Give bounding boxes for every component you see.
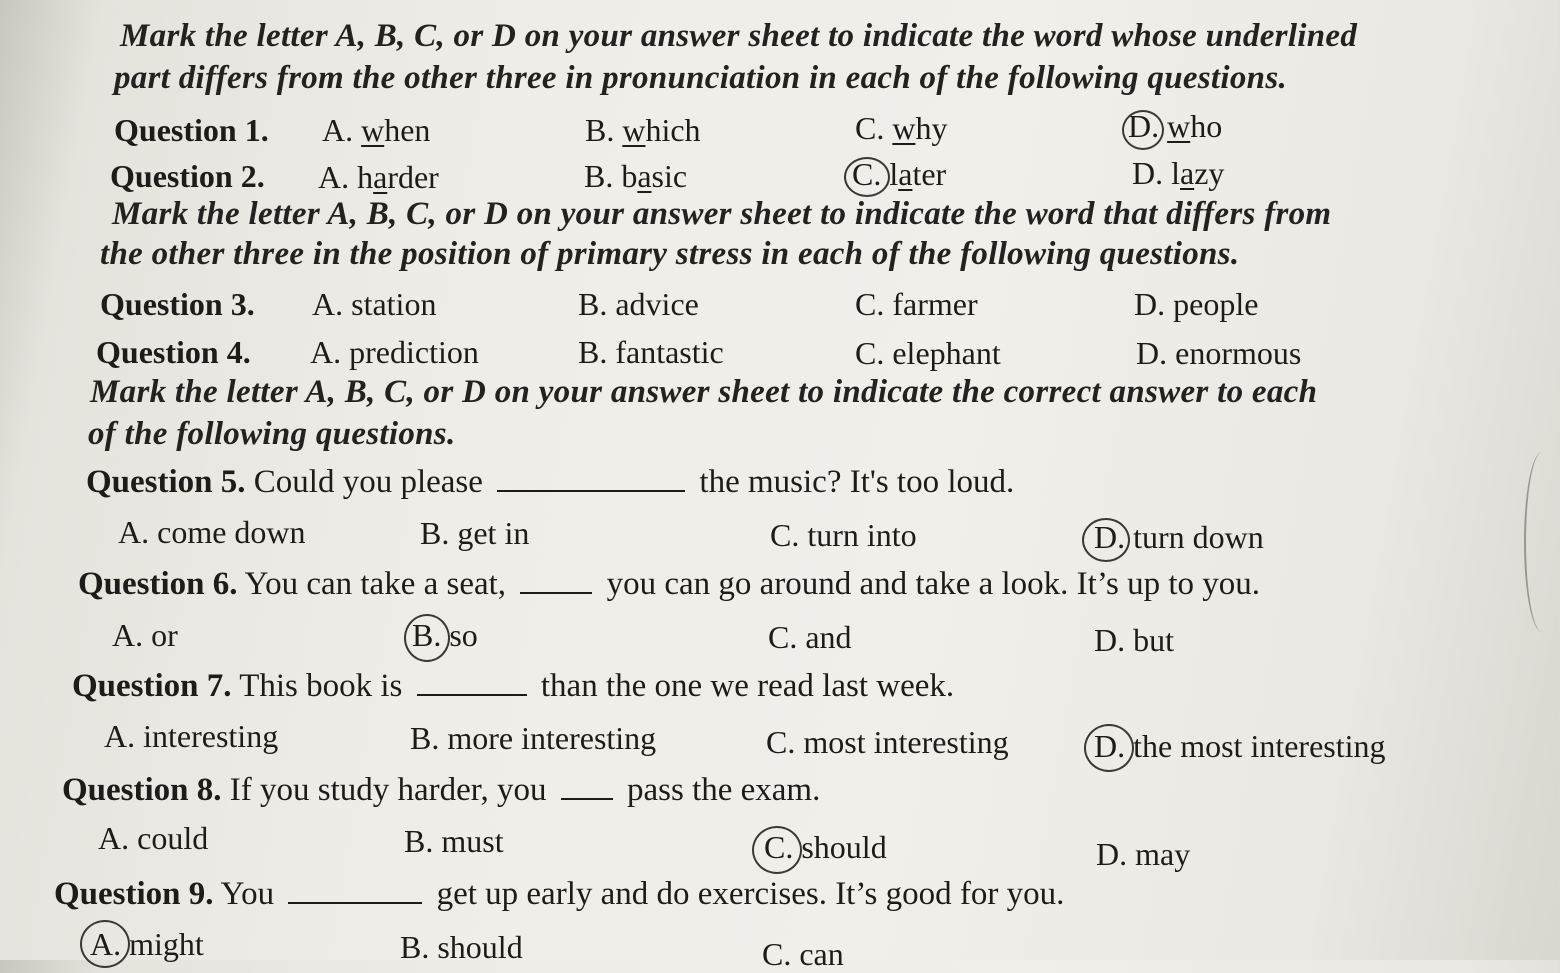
option-letter: C. — [855, 286, 885, 322]
question-3-option-d — [1134, 286, 1258, 323]
option-text: should — [437, 929, 523, 965]
question-8-label: Question 8. — [62, 772, 222, 808]
stem-before-blank: If you study harder, you — [229, 772, 547, 808]
option-text: could — [137, 820, 209, 856]
option-letter: B. — [578, 334, 608, 370]
option-text: might — [129, 926, 204, 962]
question-6-option-d — [1094, 622, 1174, 659]
question-6-stem — [78, 566, 1260, 603]
option-underlined-part: w — [622, 112, 646, 148]
stem-after-blank: the music? It's too loud. — [699, 464, 1015, 500]
option-rest: zy — [1194, 155, 1225, 191]
question-7-option-d — [1094, 728, 1386, 765]
instruction-2-line-1: Mark the letter A, B, C, or D on your answer sheet to indicate the word that differs from — [112, 196, 1332, 232]
instruction-3-line-1: Mark the letter A, B, C, or D on your answer sheet to indicate the correct answer to each — [90, 374, 1318, 410]
option-letter: A. — [118, 514, 150, 550]
option-rest: hy — [915, 110, 948, 146]
question-1-option-d — [1128, 108, 1222, 145]
option-underlined-part: w — [1167, 108, 1191, 144]
option-rest: ho — [1190, 108, 1223, 144]
option-text: must — [441, 823, 504, 859]
question-5-option-a — [118, 514, 306, 551]
question-7-option-c — [766, 724, 1009, 761]
question-3-option-b — [578, 286, 699, 323]
option-letter: B. — [410, 720, 440, 756]
question-2-option-d — [1132, 155, 1224, 192]
option-letter: A. — [98, 820, 130, 856]
option-letter: A. — [310, 334, 342, 370]
option-text: should — [801, 829, 887, 865]
question-6-label: Question 6. — [78, 566, 238, 602]
page-edge-mark — [1524, 452, 1560, 632]
stem-after-blank: than the one we read last week. — [540, 668, 955, 704]
option-letter: D. — [1132, 155, 1164, 191]
stem-after-blank: you can go around and take a look. It’s up to you. — [606, 566, 1261, 602]
question-7-stem — [72, 668, 954, 705]
option-before-underline: b — [621, 158, 638, 194]
question-3-option-c — [855, 286, 978, 323]
option-letter: D. — [1128, 108, 1160, 144]
option-letter: B. — [585, 112, 615, 148]
option-text: station — [351, 286, 437, 322]
answer-blank — [417, 670, 527, 696]
question-5-option-c — [770, 517, 917, 554]
option-letter: C. — [855, 110, 885, 146]
option-underlined-part: w — [361, 112, 385, 148]
question-5-option-b — [420, 515, 529, 552]
question-2-option-a — [318, 159, 439, 196]
option-text: but — [1133, 622, 1174, 658]
question-8-stem — [62, 772, 820, 809]
option-letter: B. — [420, 515, 450, 551]
option-letter: A. — [112, 617, 144, 653]
question-3-option-a — [312, 286, 436, 323]
stem-before-blank: Could you please — [253, 464, 483, 500]
option-underlined-part: a — [1180, 155, 1195, 191]
option-text: get in — [457, 515, 530, 551]
option-letter: A. — [312, 286, 344, 322]
stem-before-blank: You can take a seat, — [244, 566, 507, 602]
question-4-option-b — [578, 334, 724, 371]
question-2-option-b — [584, 158, 687, 195]
instruction-1-line-1: Mark the letter A, B, C, or D on your answer sheet to indicate the word whose underlined — [120, 18, 1358, 54]
question-5-label: Question 5. — [86, 464, 246, 500]
question-1-option-c — [855, 110, 947, 147]
question-4-label: Question 4. — [96, 334, 251, 370]
question-7-label: Question 7. — [72, 668, 232, 704]
option-letter: C. — [852, 156, 882, 192]
instruction-2-line-2: the other three in the position of primary stress in each of the following questions. — [100, 236, 1240, 272]
option-letter: C. — [768, 619, 798, 655]
question-7-option-a — [104, 718, 278, 755]
option-text: and — [805, 619, 852, 655]
option-text: or — [151, 617, 178, 653]
option-letter: C. — [764, 829, 794, 865]
option-rest: hen — [384, 112, 431, 148]
question-8-option-a — [98, 820, 208, 857]
option-letter: C. — [766, 724, 796, 760]
option-text: turn into — [807, 517, 917, 553]
question-1-label: Question 1. — [114, 112, 269, 148]
option-letter: B. — [578, 286, 608, 322]
option-letter: B. — [412, 617, 442, 653]
question-4-option-c — [855, 335, 1001, 372]
option-letter: B. — [404, 823, 434, 859]
option-underlined-part: a — [898, 156, 913, 192]
question-6-option-a — [112, 617, 178, 654]
question-1-option-b — [585, 112, 701, 149]
option-text: advice — [615, 286, 699, 322]
option-before-underline: h — [357, 159, 374, 195]
option-text: elephant — [892, 335, 1001, 371]
option-text: farmer — [892, 286, 978, 322]
question-5-stem — [86, 464, 1014, 501]
option-letter: C. — [762, 936, 792, 972]
question-7-option-b — [410, 720, 656, 757]
option-text: the most interesting — [1133, 728, 1386, 764]
answer-blank — [288, 878, 422, 904]
question-9-option-c — [762, 936, 844, 973]
option-text: people — [1173, 286, 1259, 322]
question-8-option-c — [764, 829, 887, 866]
option-letter: C. — [770, 517, 800, 553]
option-rest: hich — [645, 112, 701, 148]
question-9-stem — [54, 876, 1064, 913]
question-1-option-a — [322, 112, 430, 149]
option-letter: D. — [1094, 622, 1126, 658]
option-text: turn down — [1133, 519, 1264, 555]
option-text: fantastic — [615, 334, 724, 370]
option-letter: C. — [855, 335, 885, 371]
option-text: may — [1135, 836, 1191, 872]
question-2-option-c — [852, 156, 946, 193]
question-2-label: Question 2. — [110, 158, 265, 194]
option-rest: rder — [387, 159, 439, 195]
question-4-option-d — [1136, 335, 1301, 372]
option-rest: sic — [651, 158, 688, 194]
stem-before-blank: This book is — [239, 668, 403, 704]
option-letter: D. — [1134, 286, 1166, 322]
option-letter: D. — [1136, 335, 1168, 371]
option-text: prediction — [349, 334, 479, 370]
answer-blank — [561, 774, 613, 800]
option-text: can — [799, 936, 844, 972]
option-letter: D. — [1096, 836, 1128, 872]
question-8-option-d — [1096, 836, 1190, 873]
option-text: more interesting — [447, 720, 657, 756]
option-underlined-part: a — [373, 159, 388, 195]
question-4-option-a — [310, 334, 479, 371]
instruction-3-line-2: of the following questions. — [88, 416, 456, 452]
question-9-option-a — [90, 926, 204, 963]
option-letter: A. — [104, 718, 136, 754]
option-letter: D. — [1094, 519, 1126, 555]
option-letter: B. — [584, 158, 614, 194]
question-8-option-b — [404, 823, 504, 860]
option-letter: A. — [90, 926, 122, 962]
option-underlined-part: w — [892, 110, 916, 146]
answer-blank — [497, 466, 685, 492]
stem-after-blank: pass the exam. — [626, 772, 821, 808]
question-9-label: Question 9. — [54, 876, 214, 912]
question-3-label: Question 3. — [100, 286, 255, 322]
instruction-1-line-2: part differs from the other three in pronunciation in each of the following questions. — [114, 60, 1288, 96]
stem-before-blank: You — [220, 876, 275, 912]
option-before-underline: l — [889, 156, 899, 192]
question-9-option-b — [400, 929, 523, 966]
option-text: so — [449, 617, 478, 653]
question-5-option-d — [1094, 519, 1264, 556]
option-before-underline: l — [1171, 155, 1180, 191]
option-letter: B. — [400, 929, 430, 965]
option-text: interesting — [143, 718, 279, 754]
option-letter: A. — [322, 112, 354, 148]
option-text: come down — [157, 514, 306, 550]
option-text: enormous — [1175, 335, 1302, 371]
question-6-option-c — [768, 619, 852, 656]
option-text: most interesting — [803, 724, 1009, 760]
question-6-option-b — [412, 617, 478, 654]
option-underlined-part: a — [637, 158, 652, 194]
stem-after-blank: get up early and do exercises. It’s good for you. — [436, 876, 1065, 912]
option-letter: D. — [1094, 728, 1126, 764]
answer-blank — [520, 568, 592, 594]
option-rest: ter — [912, 156, 947, 192]
option-letter: A. — [318, 159, 350, 195]
